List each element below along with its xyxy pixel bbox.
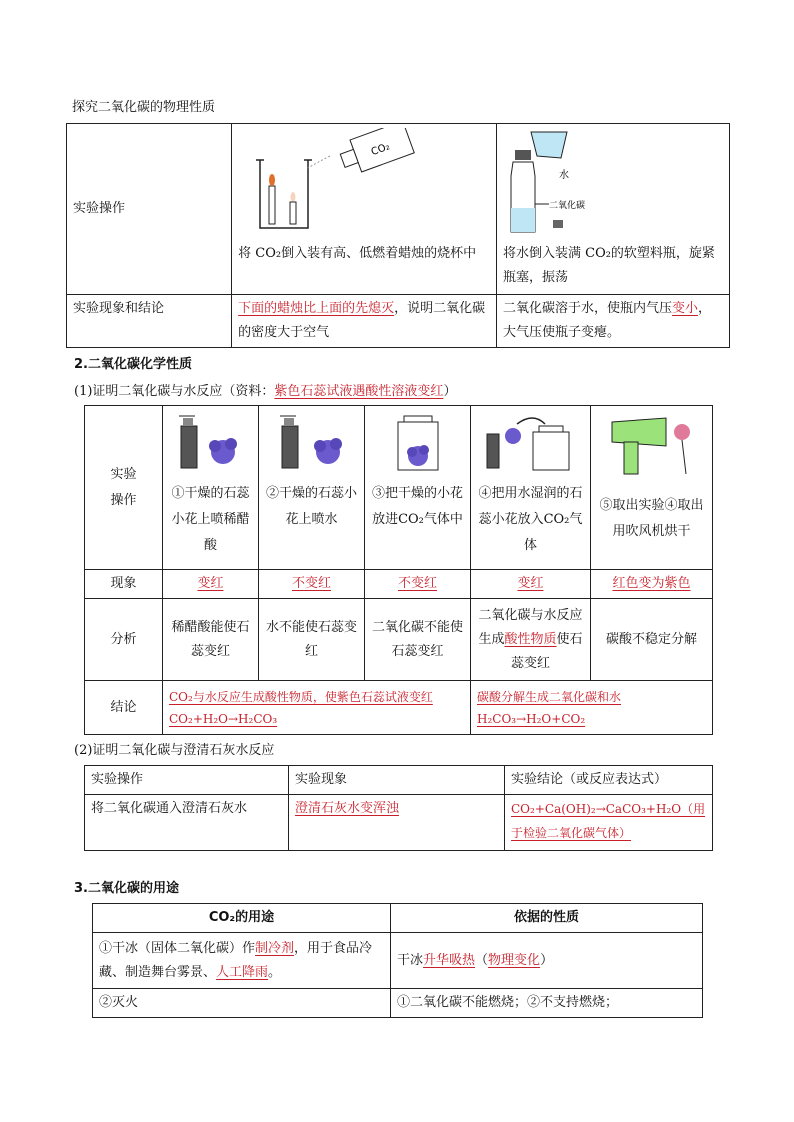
co2-bottle-label: 二氧化碳	[548, 201, 585, 211]
spray-bottle-icon	[280, 416, 298, 468]
prop-highlight-sublimation: 升华吸热	[423, 952, 476, 968]
step1-text: ①干燥的石蕊小花上喷稀醋酸	[171, 486, 250, 553]
beaker-icon	[256, 160, 312, 228]
spray-flower-illustration	[270, 412, 354, 472]
exp2-operation-text: 将水倒入装满 CO₂的软塑料瓶，旋紧瓶塞，振荡	[502, 246, 715, 285]
step3-cell	[365, 406, 471, 570]
lime-water-table	[84, 765, 713, 851]
uses-row1-use: ①干冰（固体二氧化碳）作制冷剂，用于食品冷藏、制造舞台雾景、人工降雨。	[93, 933, 391, 989]
step4-analysis-a: 二氧化碳与水反应生成	[478, 607, 583, 647]
step2-text: ②干燥的石蕊小花上喷水	[265, 486, 357, 527]
lime-phenomenon: 澄清石灰水变浑浊	[295, 801, 400, 816]
step4-text: ④把用水湿润的石蕊小花放入CO₂气体	[478, 486, 583, 553]
co2-bottle-icon	[337, 128, 414, 177]
uses-header-use: CO₂的用途	[93, 904, 391, 933]
uses-table	[92, 903, 703, 1018]
litmus-flower-icon	[505, 428, 521, 444]
prop-highlight-physical: 物理变化	[488, 952, 541, 968]
lime-header-conclusion: 实验结论（或反应表达式）	[505, 766, 713, 795]
table-row	[85, 599, 713, 681]
litmus-flower-icon	[209, 438, 237, 464]
table-row	[93, 989, 703, 1018]
section2-title: 2.二氧化碳化学性质	[74, 357, 192, 372]
uses-header-property: 依据的性质	[391, 904, 703, 933]
step4-cell	[471, 406, 591, 570]
litmus-flower-icon	[314, 438, 342, 464]
arrow-icon	[517, 418, 545, 424]
step1-phenomenon: 变红	[197, 576, 224, 591]
label-conclusion: 结论	[85, 681, 163, 735]
spray-bottle-icon	[487, 434, 499, 468]
label-analysis: 分析	[85, 599, 163, 681]
step5-cell	[591, 406, 713, 570]
lime-header-phen: 实验现象	[289, 766, 505, 795]
row-label-operation: 实验操作	[67, 124, 232, 295]
sub1-prefix: (1)证明二氧化碳与水反应（资料：	[74, 384, 275, 399]
table-row	[67, 295, 730, 348]
step3-analysis: 二氧化碳不能使石蕊变红	[365, 599, 471, 681]
section2-sub1	[74, 380, 456, 399]
step2-analysis: 水不能使石蕊变红	[259, 599, 365, 681]
conclusion-left	[163, 681, 471, 735]
conclusion-right	[471, 681, 713, 735]
step2-phenomenon: 不变红	[291, 576, 331, 591]
exp2-result-text-a: 二氧化碳溶于水，使瓶内气压	[502, 301, 672, 316]
use-highlight-refrigerant: 制冷剂	[255, 940, 295, 956]
row-label-result: 实验现象和结论	[67, 295, 232, 348]
flower-icon	[674, 424, 690, 474]
table-row	[85, 766, 713, 795]
uses-row2-use: ②灭火	[93, 989, 391, 1018]
step5-analysis: 碳酸不稳定分解	[591, 599, 713, 681]
step5-phenomenon: 红色变为紫色	[612, 576, 691, 591]
step4-analysis-highlight: 酸性物质	[504, 631, 557, 647]
exp1-operation-text: 将 CO₂倒入装有高、低燃着蜡烛的烧杯中	[238, 246, 477, 261]
spray-bottle-icon	[179, 416, 197, 468]
table-row	[85, 570, 713, 599]
sub1-suffix: ）	[443, 384, 457, 399]
candle-icon	[269, 174, 296, 224]
conclusion-left-1: CO₂与水反应生成酸性物质，使紫色石蕊试液变红	[169, 689, 433, 704]
label-phenomenon: 现象	[85, 570, 163, 599]
step4-phenomenon: 变红	[517, 576, 544, 591]
label-operation: 实验操作	[85, 406, 163, 570]
exp2-result-cell	[496, 295, 729, 348]
table-row	[85, 406, 713, 570]
exp1-result-text: ，说明二氧化碳的密度大于空气	[238, 301, 486, 340]
conclusion-left-2: CO₂+H₂O→H₂CO₃	[169, 711, 278, 726]
pouring-beaker-icon	[531, 132, 567, 158]
use-highlight-rain: 人工降雨	[216, 964, 269, 980]
uses-row2-property: ①二氧化碳不能燃烧；②不支持燃烧；	[391, 989, 703, 1018]
conclusion-right-2: H₂CO₃→H₂O+CO₂	[477, 711, 586, 726]
step3-text: ③把干燥的小花放进CO₂气体中	[371, 486, 463, 527]
section2-sub2: (2)证明二氧化碳与澄清石灰水反应	[74, 743, 275, 758]
co2-label: CO₂	[369, 141, 392, 159]
gas-jar-icon	[533, 426, 569, 470]
candle-beaker-illustration	[238, 128, 488, 236]
hair-dryer-icon	[612, 418, 666, 474]
exp1-result-highlight: 下面的蜡烛比上面的先熄灭	[238, 301, 395, 316]
exp2-result-highlight: 变小	[672, 301, 699, 316]
section3-title: 3.二氧化碳的用途	[74, 881, 179, 896]
wet-flower-jar-illustration	[481, 412, 581, 472]
lime-header-op: 实验操作	[85, 766, 289, 795]
step3-phenomenon: 不变红	[397, 576, 437, 591]
uses-row1-property: 干冰升华吸热（物理变化）	[391, 933, 703, 989]
step4-analysis-cell	[471, 599, 591, 681]
step1-cell	[163, 406, 259, 570]
hair-dryer-illustration	[602, 412, 702, 484]
lime-op: 将二氧化碳通入澄清石灰水	[85, 795, 289, 851]
table-row	[85, 681, 713, 735]
section1-title: 探究二氧化碳的物理性质	[72, 100, 216, 115]
table-row	[85, 795, 713, 851]
exp1-result-cell	[232, 295, 497, 348]
bottle-icon	[511, 150, 535, 232]
lime-equation: CO₂+Ca(OH)₂→CaCO₃+H₂O（用于检验二氧化碳气体）	[511, 802, 706, 840]
table-row	[93, 933, 703, 989]
cap-icon	[553, 220, 563, 228]
table-row	[67, 124, 730, 295]
spray-flower-illustration	[169, 412, 253, 472]
step2-cell	[259, 406, 365, 570]
exp2-operation-cell	[496, 124, 729, 295]
water-label: 水	[558, 170, 569, 181]
table-row	[93, 904, 703, 933]
exp2-result-text-b: ，大气压使瓶子变瘪。	[502, 301, 712, 340]
exp1-operation-cell	[232, 124, 497, 295]
litmus-experiment-table	[84, 405, 713, 735]
jar-flower-illustration	[376, 412, 460, 472]
sub1-highlight: 紫色石蕊试液遇酸性溶液变红	[274, 384, 444, 399]
step4-analysis-b: 使石蕊变红	[510, 631, 583, 671]
conclusion-right-1: 碳酸分解生成二氧化碳和水	[477, 689, 622, 704]
physical-properties-table	[66, 123, 730, 348]
plastic-bottle-illustration	[503, 128, 723, 236]
step5-text: ⑤取出实验④取出用吹风机烘干	[599, 498, 704, 539]
step1-analysis: 稀醋酸能使石蕊变红	[163, 599, 259, 681]
